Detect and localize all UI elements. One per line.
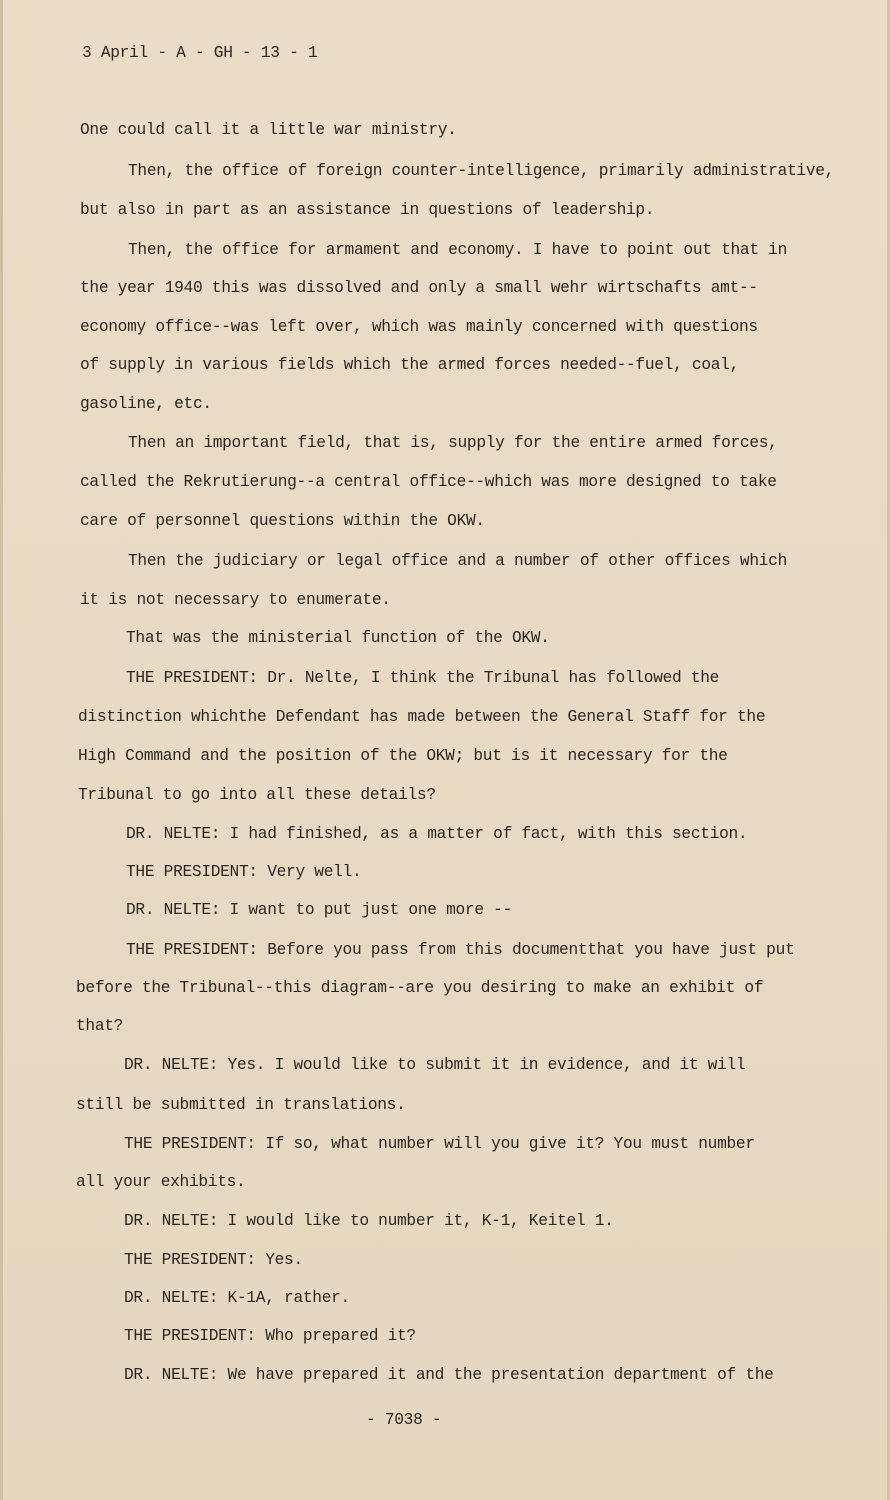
text-line: DR. NELTE: K-1A, rather.	[124, 1289, 350, 1307]
text-line: THE PRESIDENT: Who prepared it?	[124, 1327, 416, 1345]
text-line: economy office--was left over, which was mainly concerned with questions	[80, 318, 758, 336]
text-line: Then, the office of foreign counter-intelligence, primarily administrative,	[128, 162, 835, 180]
page-header: 3 April - A - GH - 13 - 1	[82, 44, 318, 62]
text-line: DR. NELTE: I would like to number it, K-1, Keitel 1.	[124, 1212, 614, 1230]
text-line: Then, the office for armament and economy. I have to point out that in	[128, 241, 787, 259]
text-line: DR. NELTE: We have prepared it and the presentation department of the	[124, 1366, 774, 1384]
text-line: Then the judiciary or legal office and a number of other offices which	[128, 552, 787, 570]
text-line: but also in part as an assistance in questions of leadership.	[80, 201, 655, 219]
text-line: THE PRESIDENT: Yes.	[124, 1251, 303, 1269]
text-line: called the Rekrutierung--a central office--which was more designed to take	[80, 473, 777, 491]
text-line: the year 1940 this was dissolved and only a small wehr wirtschafts amt--	[80, 279, 758, 297]
text-line: THE PRESIDENT: Before you pass from this documentthat you have just put	[126, 941, 795, 959]
text-line: High Command and the position of the OKW; but is it necessary for the	[78, 747, 728, 765]
text-line: Then an important field, that is, supply for the entire armed forces,	[128, 434, 778, 452]
text-line: That was the ministerial function of the OKW.	[126, 629, 550, 647]
text-line: DR. NELTE: Yes. I would like to submit it in evidence, and it will	[124, 1056, 746, 1074]
text-line: One could call it a little war ministry.	[80, 121, 457, 139]
text-line: gasoline, etc.	[80, 395, 212, 413]
text-line: distinction whichthe Defendant has made between the General Staff for the	[78, 708, 766, 726]
text-line: DR. NELTE: I want to put just one more --	[126, 901, 512, 919]
text-line: DR. NELTE: I had finished, as a matter of fact, with this section.	[126, 825, 748, 843]
page-number: - 7038 -	[366, 1411, 442, 1429]
text-line: THE PRESIDENT: If so, what number will you give it? You must number	[124, 1135, 755, 1153]
text-line: THE PRESIDENT: Dr. Nelte, I think the Tribunal has followed the	[126, 669, 720, 687]
text-line: it is not necessary to enumerate.	[80, 591, 391, 609]
text-line: still be submitted in translations.	[76, 1096, 406, 1114]
text-line: that?	[76, 1017, 124, 1035]
text-line: all your exhibits.	[76, 1173, 246, 1191]
text-line: Tribunal to go into all these details?	[78, 786, 436, 804]
text-line: care of personnel questions within the OKW.	[80, 512, 485, 530]
text-line: THE PRESIDENT: Very well.	[126, 863, 362, 881]
page-edge-left	[0, 0, 3, 1500]
text-line: before the Tribunal--this diagram--are you desiring to make an exhibit of	[76, 979, 764, 997]
text-line: of supply in various fields which the armed forces needed--fuel, coal,	[80, 356, 739, 374]
